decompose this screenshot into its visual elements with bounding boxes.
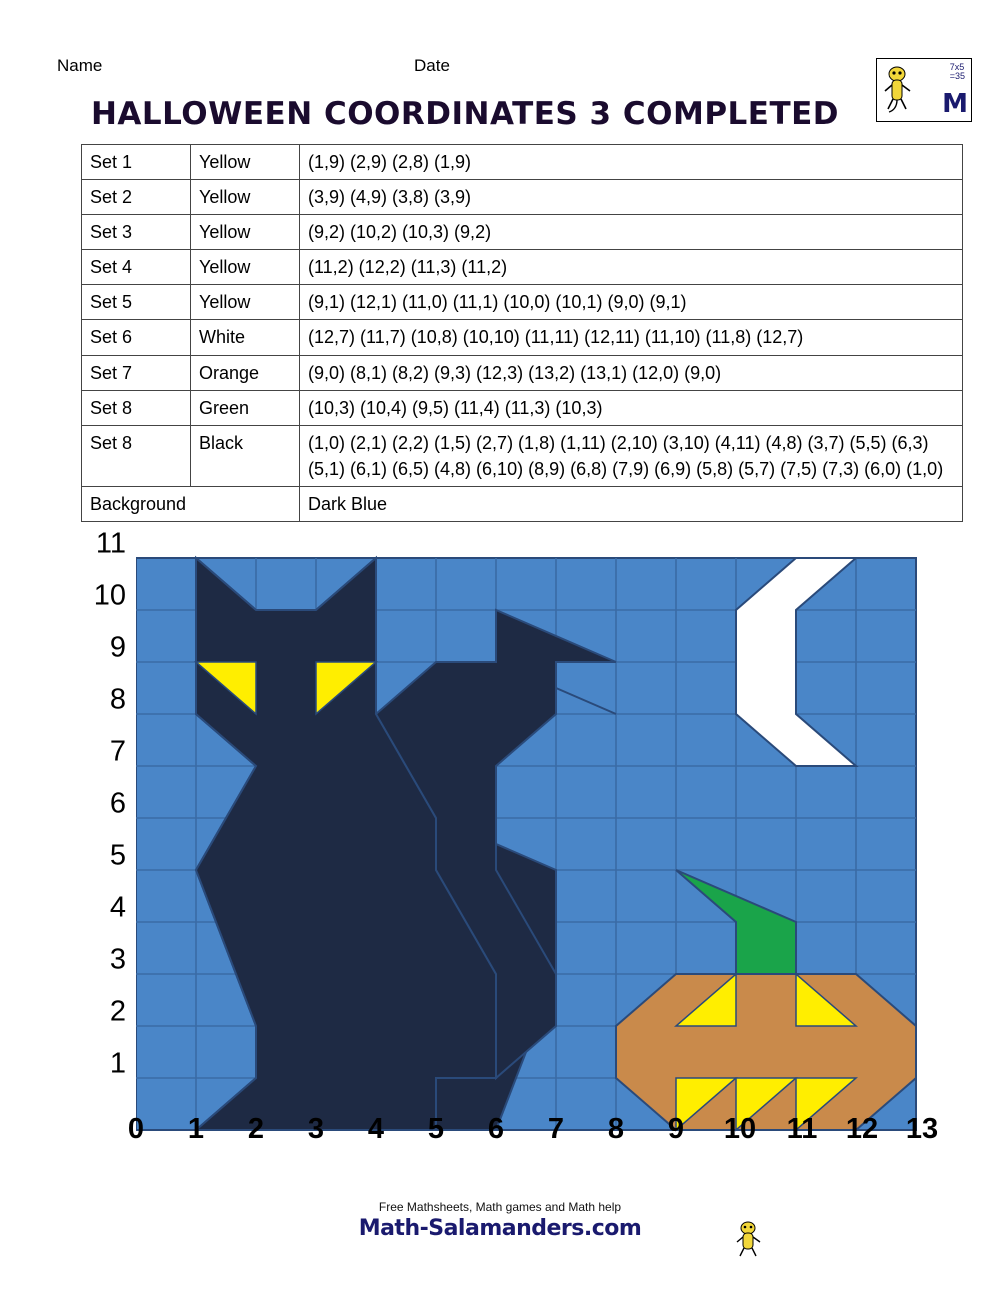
y-tick-3: 3 xyxy=(109,943,126,976)
table-row xyxy=(82,250,963,285)
table-row xyxy=(82,180,963,215)
table-row xyxy=(82,355,963,390)
set-label: Set 2 xyxy=(82,180,191,215)
x-tick-6: 6 xyxy=(487,1113,505,1145)
y-tick-7: 7 xyxy=(109,735,126,768)
footer-salamander-icon xyxy=(734,1220,768,1260)
name-label: Name xyxy=(57,56,103,75)
set-label: Set 6 xyxy=(82,320,191,355)
halloween-picture xyxy=(136,544,926,1134)
set-coordinates: (3,9) (4,9) (3,8) (3,9) xyxy=(300,180,963,215)
date-label: Date xyxy=(414,56,450,75)
coordinate-sets-table xyxy=(81,144,963,522)
x-tick-13: 13 xyxy=(905,1113,939,1145)
set-label: Set 8 xyxy=(82,390,191,425)
table-row xyxy=(82,390,963,425)
x-tick-0: 0 xyxy=(127,1113,145,1145)
header-row xyxy=(0,56,1000,82)
set-coordinates: (10,3) (10,4) (9,5) (11,4) (11,3) (10,3) xyxy=(300,390,963,425)
set-color: Yellow xyxy=(191,180,300,215)
set-label: Set 5 xyxy=(82,285,191,320)
x-tick-5: 5 xyxy=(427,1113,445,1145)
x-axis-labels xyxy=(127,1113,939,1153)
set-label: Set 8 xyxy=(82,425,191,486)
set-color: Green xyxy=(191,390,300,425)
y-tick-10: 10 xyxy=(93,579,126,612)
y-tick-4: 4 xyxy=(109,891,126,924)
x-tick-4: 4 xyxy=(367,1113,385,1145)
logo-letter: M xyxy=(942,89,967,119)
set-label: Set 3 xyxy=(82,215,191,250)
x-tick-7: 7 xyxy=(547,1113,565,1145)
table-row xyxy=(82,425,963,486)
footer-brand[interactable]: Math-Salamanders.com xyxy=(358,1216,642,1241)
logo-mini-text: 7x5 =35 xyxy=(949,62,965,81)
set-color: White xyxy=(191,320,300,355)
footer xyxy=(0,1200,1000,1241)
y-axis-labels xyxy=(60,528,130,1110)
set-color: Black xyxy=(191,425,300,486)
page-title: HALLOWEEN COORDINATES 3 COMPLETED xyxy=(90,96,840,132)
y-tick-9: 9 xyxy=(109,631,126,664)
set-color: Yellow xyxy=(191,285,300,320)
table-row xyxy=(82,145,963,180)
x-tick-12: 12 xyxy=(845,1113,879,1145)
x-tick-8: 8 xyxy=(607,1113,625,1145)
background-value: Dark Blue xyxy=(300,486,963,521)
set-color: Yellow xyxy=(191,215,300,250)
pumpkin-body xyxy=(616,974,916,1130)
set-color: Orange xyxy=(191,355,300,390)
set-coordinates: (12,7) (11,7) (10,8) (10,10) (11,11) (12,11) (11,10) (11,8) (12,7) xyxy=(300,320,963,355)
set-label: Set 7 xyxy=(82,355,191,390)
set-color: Yellow xyxy=(191,145,300,180)
table-row-background xyxy=(82,486,963,521)
y-tick-1: 1 xyxy=(109,1047,126,1080)
x-tick-9: 9 xyxy=(667,1113,685,1145)
set-coordinates: (9,1) (12,1) (11,0) (11,1) (10,0) (10,1) (9,0) (9,1) xyxy=(300,285,963,320)
set-coordinates: (1,9) (2,9) (2,8) (1,9) xyxy=(300,145,963,180)
set-coordinates: (1,0) (2,1) (2,2) (1,5) (2,7) (1,8) (1,11) (2,10) (3,10) (4,11) (4,8) (3,7) (5,5) (6,3) (5,1) (6,1) (6,5) (4,8) (6,10) (8,9) (6,8) (7,9) (6,9) (5,8) (5,7) (7,5) (7,3) (6,0) (1,0) xyxy=(300,425,963,486)
set-label: Set 4 xyxy=(82,250,191,285)
x-tick-1: 1 xyxy=(187,1113,205,1145)
y-tick-8: 8 xyxy=(109,683,126,716)
table-row xyxy=(82,320,963,355)
coordinate-grid-figure xyxy=(60,528,940,1168)
x-tick-3: 3 xyxy=(307,1113,325,1145)
x-tick-10: 10 xyxy=(723,1113,757,1145)
footer-tagline: Free Mathsheets, Math games and Math help xyxy=(378,1200,622,1214)
set-color: Yellow xyxy=(191,250,300,285)
x-tick-11: 11 xyxy=(786,1113,818,1145)
set-coordinates: (11,2) (12,2) (11,3) (11,2) xyxy=(300,250,963,285)
set-label: Set 1 xyxy=(82,145,191,180)
set-coordinates: (9,0) (8,1) (8,2) (9,3) (12,3) (13,2) (13,1) (12,0) (9,0) xyxy=(300,355,963,390)
background-label: Background xyxy=(82,486,300,521)
y-tick-2: 2 xyxy=(109,995,126,1028)
table-row xyxy=(82,215,963,250)
set-coordinates: (9,2) (10,2) (10,3) (9,2) xyxy=(300,215,963,250)
table-row xyxy=(82,285,963,320)
y-tick-6: 6 xyxy=(109,787,126,820)
y-tick-11: 11 xyxy=(95,527,126,560)
y-tick-5: 5 xyxy=(109,839,126,872)
x-tick-2: 2 xyxy=(247,1113,265,1145)
